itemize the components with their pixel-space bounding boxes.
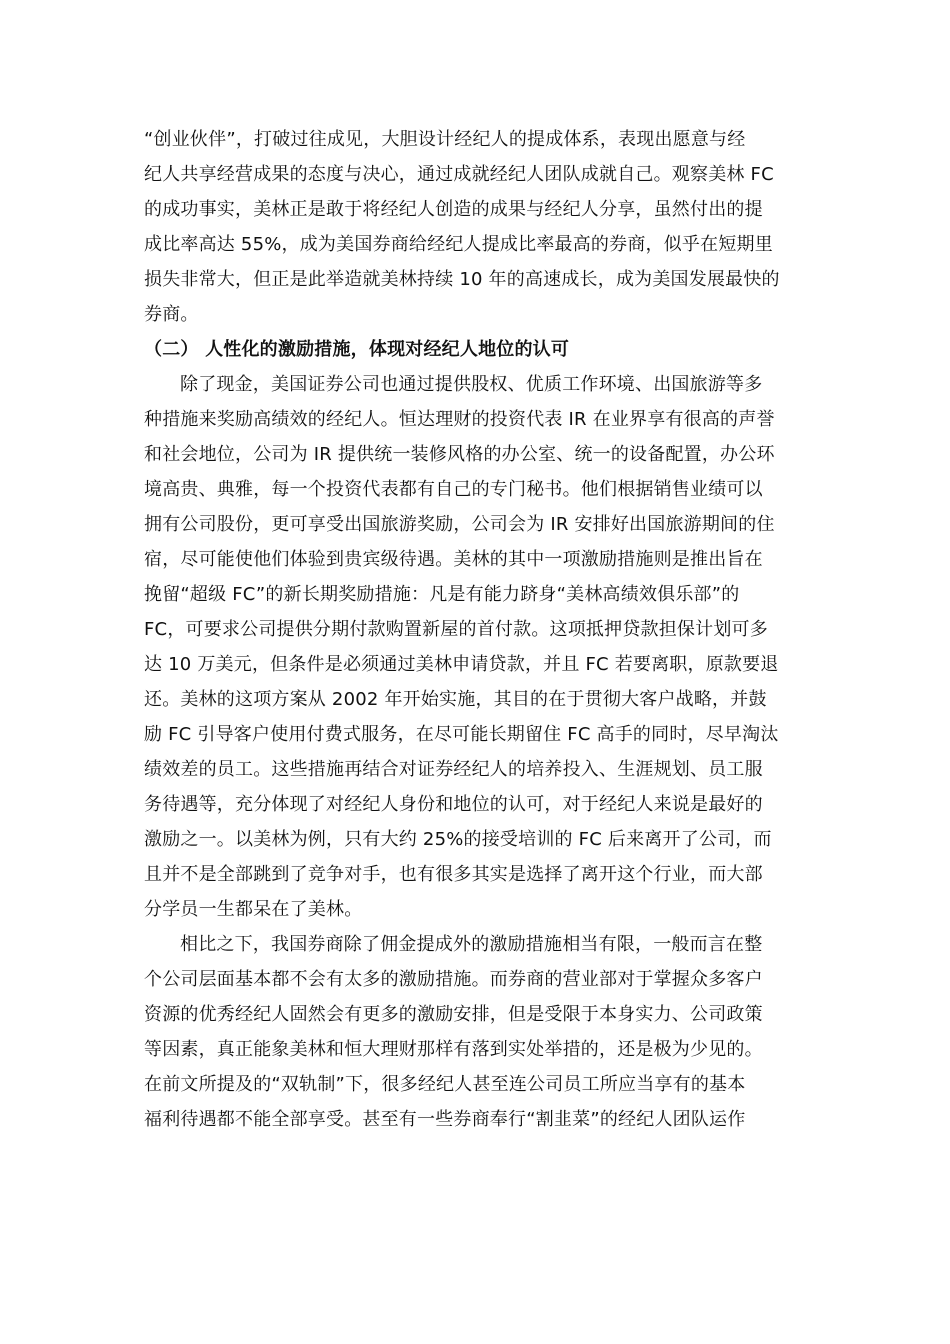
text-line: 分学员一生都呆在了美林。 [144, 899, 363, 920]
text-line: 达 10 万美元，但条件是必须通过美林申请贷款，并且 FC 若要离职，原款要退 [144, 654, 779, 675]
text-line: 纪人共享经营成果的态度与决心，通过成就经纪人团队成就自己。观察美林 FC [144, 164, 774, 185]
section-heading: （二） 人性化的激励措施，体现对经纪人地位的认可 [144, 339, 570, 360]
text-line: 成比率高达 55%，成为美国券商给经纪人提成比率最高的券商，似乎在短期里 [144, 234, 773, 255]
text-line: 绩效差的员工。这些措施再结合对证券经纪人的培养投入、生涯规划、员工服 [144, 759, 763, 780]
text-line: 务待遇等，充分体现了对经纪人身份和地位的认可，对于经纪人来说是最好的 [144, 794, 763, 815]
text-line: 损失非常大，但正是此举造就美林持续 10 年的高速成长，成为美国发展最快的 [144, 269, 780, 290]
text-line: 且并不是全部跳到了竞争对手，也有很多其实是选择了离开这个行业，而大部 [144, 864, 763, 885]
text-line: 励 FC 引导客户使用付费式服务，在尽可能长期留住 FC 高手的同时，尽早淘汰 [144, 724, 779, 745]
text-line: 除了现金，美国证券公司也通过提供股权、优质工作环境、出国旅游等多 [180, 374, 763, 395]
text-line: 拥有公司股份，更可享受出国旅游奖励，公司会为 IR 安排好出国旅游期间的住 [144, 514, 775, 535]
text-line: 境高贵、典雅，每一个投资代表都有自己的专门秘书。他们根据销售业绩可以 [144, 479, 763, 500]
text-line: 等因素，真正能象美林和恒大理财那样有落到实处举措的，还是极为少见的。 [144, 1039, 763, 1060]
text-line: 种措施来奖励高绩效的经纪人。恒达理财的投资代表 IR 在业界享有很高的声誉 [144, 409, 775, 430]
text-line: 福利待遇都不能全部享受。甚至有一些券商奉行“割韭菜”的经纪人团队运作 [144, 1109, 746, 1130]
text-line: 个公司层面基本都不会有太多的激励措施。而券商的营业部对于掌握众多客户 [144, 969, 763, 990]
text-line: 的成功事实，美林正是敢于将经纪人创造的成果与经纪人分享，虽然付出的提 [144, 199, 763, 220]
text-line: 在前文所提及的“双轨制”下，很多经纪人甚至连公司员工所应当享有的基本 [144, 1074, 746, 1095]
text-line: 挽留“超级 FC”的新长期奖励措施：凡是有能力跻身“美林高绩效俱乐部”的 [144, 584, 740, 605]
text-line: FC，可要求公司提供分期付款购置新屋的首付款。这项抵押贷款担保计划可多 [144, 619, 768, 640]
text-line: “创业伙伴”，打破过往成见，大胆设计经纪人的提成体系，表现出愿意与经 [144, 129, 746, 150]
text-line: 和社会地位，公司为 IR 提供统一装修风格的办公室、统一的设备配置，办公环 [144, 444, 775, 465]
text-line: 激励之一。以美林为例，只有大约 25%的接受培训的 FC 后来离开了公司，而 [144, 829, 772, 850]
text-line: 还。美林的这项方案从 2002 年开始实施，其目的在于贯彻大客户战略，并鼓 [144, 689, 767, 710]
text-line: 券商。 [144, 304, 199, 325]
text-line: 相比之下，我国券商除了佣金提成外的激励措施相当有限，一般而言在整 [180, 934, 763, 955]
text-line: 资源的优秀经纪人固然会有更多的激励安排，但是受限于本身实力、公司政策 [144, 1004, 763, 1025]
text-line: 宿，尽可能使他们体验到贵宾级待遇。美林的其中一项激励措施则是推出旨在 [144, 549, 763, 570]
